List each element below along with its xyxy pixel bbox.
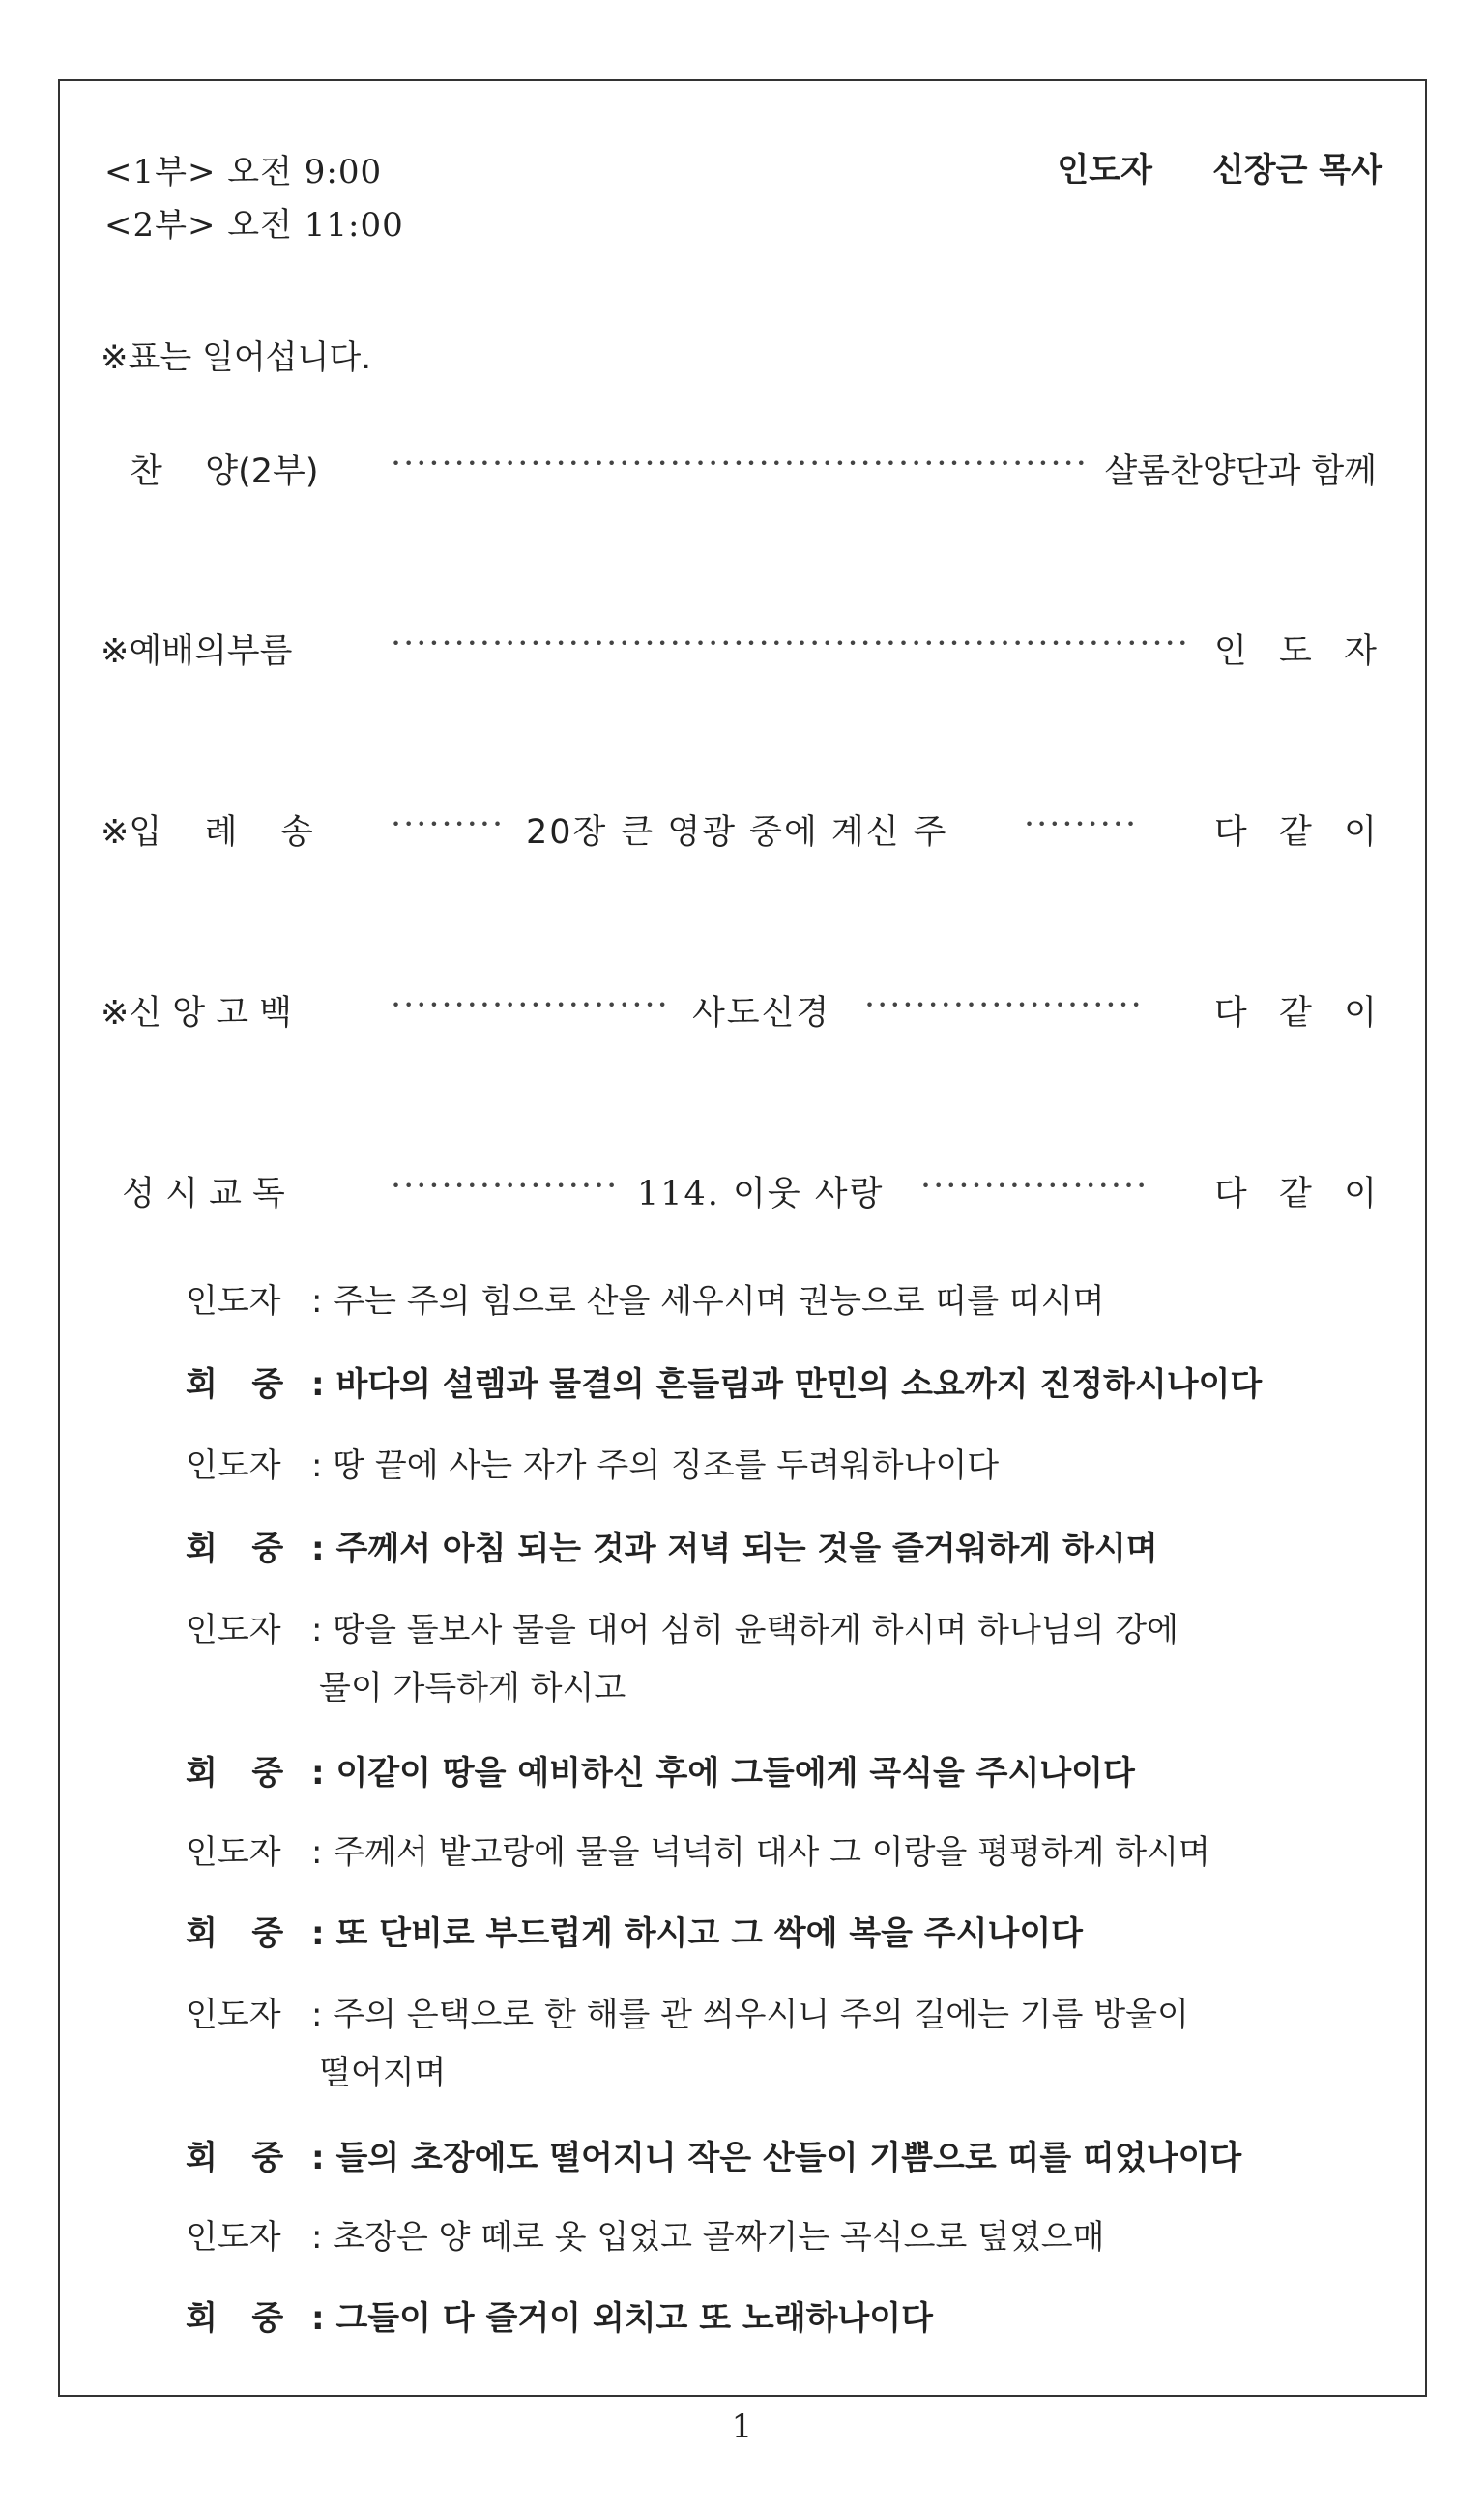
reading-text: 주께서 아침 되는 것과 저녁 되는 것을 즐거워하게 하시며 — [335, 1530, 1158, 1568]
order-label: ※입 례 송 — [101, 813, 313, 852]
reading-text: 땅 끝에 사는 자가 주의 징조를 두려워하나이다 — [333, 1446, 1000, 1485]
order-performer: 다 같 이 — [1213, 994, 1377, 1033]
reading-speaker: 회 중 — [186, 2139, 284, 2177]
reading-line: 인도자 : 땅을 돌보사 물을 대어 심히 윤택하게 하시며 하나님의 강에 — [186, 1603, 1178, 1650]
reading-line: 회 중 : 그들이 다 즐거이 외치고 또 노래하나이다 — [186, 2291, 933, 2339]
service-time-1: <1부> 오전 9:00 — [104, 153, 383, 191]
reading-line: 인도자 : 주께서 밭고랑에 물을 넉넉히 대사 그 이랑을 평평하게 하시며 — [186, 1825, 1210, 1873]
reading-speaker: 인도자 — [186, 1282, 281, 1321]
reading-line: 인도자 : 주의 은택으로 한 해를 관 씌우시니 주의 길에는 기름 방울이 — [186, 1988, 1189, 2035]
order-item-praise — [101, 445, 1377, 489]
reading-speaker: 인도자 — [186, 1446, 281, 1485]
service-time-2: <2부> 오전 11:00 — [104, 206, 404, 245]
reading-speaker: 회 중 — [186, 1530, 284, 1568]
reading-speaker: 회 중 — [186, 1754, 284, 1793]
reading-speaker: 인도자 — [186, 1996, 281, 2034]
leader-dots: ······················ — [864, 986, 1144, 1025]
order-label: 성 시 교 독 — [101, 1175, 285, 1213]
leader-dots: ·················· — [920, 1167, 1149, 1206]
standing-note: ※표는 일어섭니다. — [101, 338, 372, 377]
reading-speaker: 인도자 — [186, 2218, 281, 2257]
order-item-responsive-reading — [101, 1167, 1377, 1211]
order-content: 사도신경 — [692, 994, 831, 1033]
reading-line: 인도자 : 땅 끝에 사는 자가 주의 징조를 두려워하나이다 — [186, 1439, 999, 1486]
reading-speaker: 회 중 — [186, 2299, 284, 2338]
reading-line: 회 중 : 이같이 땅을 예비하신 후에 그들에게 곡식을 주시나이다 — [186, 1746, 1135, 1794]
reading-speaker: 회 중 — [186, 1914, 284, 1953]
reading-text: 초장은 양 떼로 옷 입었고 골짜기는 곡식으로 덮였으매 — [333, 2218, 1105, 2257]
reading-text: 주는 주의 힘으로 산을 세우시며 권능으로 띠를 띠시며 — [333, 1282, 1105, 1321]
reading-text: 주께서 밭고랑에 물을 넉넉히 대사 그 이랑을 평평하게 하시며 — [333, 1833, 1210, 1872]
leader-label: 인도자 — [1057, 151, 1152, 190]
order-performer: 샬롬찬양단과 함께 — [1104, 452, 1377, 491]
leader-dots: ·················· — [391, 1167, 620, 1206]
reading-speaker: 인도자 — [186, 1833, 281, 1872]
reading-line: 회 중 : 들의 초장에도 떨어지니 작은 산들이 기쁨으로 띠를 띠었나이다 — [186, 2131, 1241, 2178]
order-content: 114. 이웃 사랑 — [637, 1175, 885, 1213]
leader-dots: ······························································· — [391, 625, 1190, 663]
reading-line: 인도자 : 주는 주의 힘으로 산을 세우시며 권능으로 띠를 띠시며 — [186, 1274, 1105, 1322]
reading-line: 회 중 : 주께서 아침 되는 것과 저녁 되는 것을 즐거워하게 하시며 — [186, 1522, 1158, 1569]
order-content: 20장 큰 영광 중에 계신 주 — [526, 813, 948, 852]
reading-line: 인도자 : 초장은 양 떼로 옷 입었고 골짜기는 곡식으로 덮였으매 — [186, 2210, 1105, 2258]
page-number: 1 — [731, 2407, 753, 2446]
reading-text: 또 단비로 부드럽게 하시고 그 싹에 복을 주시나이다 — [335, 1914, 1084, 1953]
leader-dots: ········· — [391, 805, 506, 844]
reading-line: 회 중 : 바다의 설렘과 물결의 흔들림과 만민의 소요까지 진정하시나이다 — [186, 1357, 1262, 1405]
leader-dots: ······················································· — [391, 445, 1089, 483]
reading-text: 그들이 다 즐거이 외치고 또 노래하나이다 — [335, 2299, 933, 2338]
reading-continuation: 물이 가득하게 하시고 — [319, 1669, 626, 1707]
order-label: 찬 양(2부) — [130, 452, 319, 491]
order-performer: 다 같 이 — [1213, 1175, 1377, 1213]
order-item-creed — [101, 986, 1377, 1031]
reading-continuation: 떨어지며 — [319, 2054, 447, 2092]
leader-dots: ········· — [1024, 805, 1139, 844]
order-label: ※신 앙 고 백 — [101, 994, 292, 1033]
worship-leader — [1057, 143, 1382, 190]
order-item-call-to-worship — [101, 625, 1377, 669]
reading-speaker: 회 중 — [186, 1365, 284, 1404]
reading-text: 땅을 돌보사 물을 대어 심히 윤택하게 하시며 하나님의 강에 — [333, 1611, 1178, 1649]
reading-text: 이같이 땅을 예비하신 후에 그들에게 곡식을 주시나이다 — [335, 1754, 1135, 1793]
order-item-introit — [101, 805, 1377, 850]
order-label: ※예배의부름 — [101, 632, 293, 671]
leader-name: 신장근 목사 — [1211, 151, 1382, 190]
leader-dots: ······················ — [391, 986, 670, 1025]
order-performer: 인 도 자 — [1213, 632, 1377, 671]
reading-text: 주의 은택으로 한 해를 관 씌우시니 주의 길에는 기름 방울이 — [333, 1996, 1189, 2034]
reading-text: 바다의 설렘과 물결의 흔들림과 만민의 소요까지 진정하시나이다 — [335, 1365, 1263, 1404]
reading-text: 들의 초장에도 떨어지니 작은 산들이 기쁨으로 띠를 띠었나이다 — [335, 2139, 1242, 2177]
order-performer: 다 같 이 — [1213, 813, 1377, 852]
reading-line: 회 중 : 또 단비로 부드럽게 하시고 그 싹에 복을 주시나이다 — [186, 1907, 1083, 1954]
page-frame — [58, 79, 1427, 2397]
reading-speaker: 인도자 — [186, 1611, 281, 1649]
